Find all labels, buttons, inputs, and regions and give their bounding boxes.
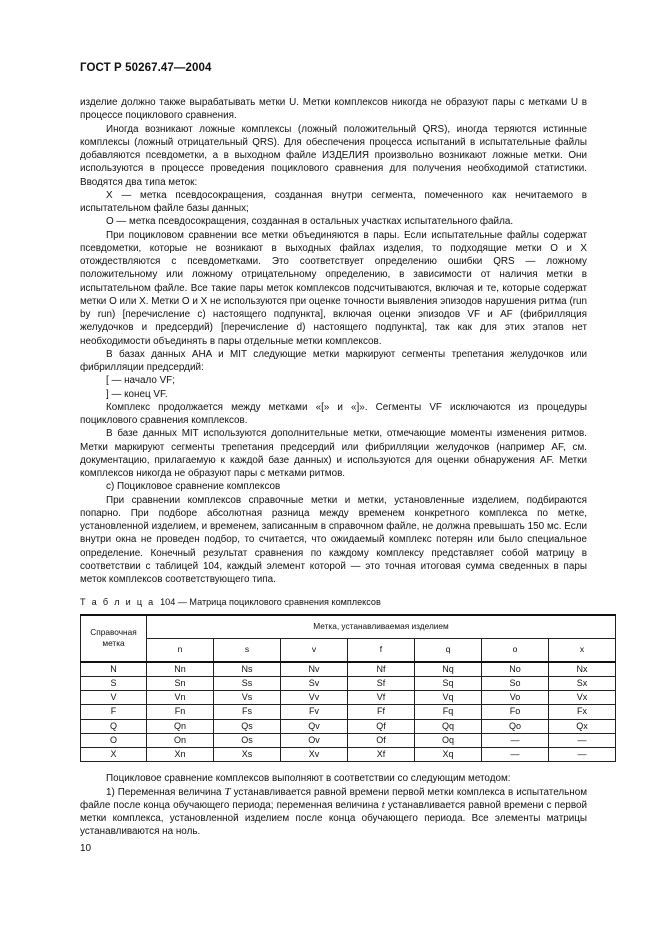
table-cell: Ff xyxy=(348,705,415,719)
table-cell: Fv xyxy=(281,705,348,719)
table-row xyxy=(81,719,616,733)
table-cell: — xyxy=(482,748,549,762)
column-header: n xyxy=(147,638,214,662)
table-cell: Ov xyxy=(281,733,348,747)
table-cell: Oq xyxy=(415,733,482,747)
row-label-cell: Q xyxy=(81,719,147,733)
document-header: ГОСТ Р 50267.47—2004 xyxy=(80,62,212,74)
section-heading: c) Поцикловое сравнение комплексов xyxy=(106,481,281,493)
column-header: f xyxy=(348,638,415,662)
table-cell: Qf xyxy=(348,719,415,733)
comparison-matrix-table xyxy=(80,614,616,763)
row-label-cell: N xyxy=(81,662,147,677)
table-cell: Xv xyxy=(281,748,348,762)
paragraph: При поцикловом сравнении все метки объединяются в пары. Если испытательные файлы содержат псевдометки, которые не возникают в выходных файлах изделия, то подходящие метки O и X отождествляются с псевдометками. Это соответствует определению ошибки QRS — ложному положительному или ложному отрицательному определению, в зависимости от наличия метки в испытательном файле. Все такие пары меток комплексов подсчитываются, включая и те, которые содержат метки O или X. Метки O и X не используются при оценке точности выявления эпизодов нарушения ритма (run by run) [перечисление c) настоящего подпункта], включая оценки эпизодов VF и AF (фибрилляция желудочков и предсердий) [перечисление d) настоящего подпункта], так как для этих этапов нет необходимости объединять в пары отдельные метки комплексов. xyxy=(80,229,587,347)
paragraph: Поцикловое сравнение комплексов выполняют в соответствии со следующим методом: xyxy=(106,773,511,785)
table-cell: Of xyxy=(348,733,415,747)
row-label-cell: O xyxy=(81,733,147,747)
table-row xyxy=(81,733,616,747)
column-header: x xyxy=(549,638,616,662)
paragraph: При сравнении комплексов справочные метки и метки, установленные изделием, подбираются попарно. При подборе абсолютная разница между временем конкретного комплекса по метке, установленной изделием, и временем, записанным в справочном файле, не должна превышать 150 мс. Если внутри окна не проведен подбор, то считается, что ожидаемый комплекс потерян или было специальное определение. Конечный результат сравнения по каждому комплексу представляет собой матрицу в соответствии с таблицей 104, каждый элемент которой — это точная итоговая сумма сведенных в пары меток комплексов соответствующего типа. xyxy=(80,494,587,585)
table-cell: Nn xyxy=(147,662,214,677)
table-cell: Fx xyxy=(549,705,616,719)
table-cell: Qo xyxy=(482,719,549,733)
table-cell: Vn xyxy=(147,691,214,705)
paragraph: ] — конец VF. xyxy=(106,388,168,400)
table-cell: Nx xyxy=(549,662,616,677)
device-label-header: Метка, устанавливаемая изделием xyxy=(147,615,616,639)
table-cell: Vf xyxy=(348,691,415,705)
table-cell: Sn xyxy=(147,676,214,690)
table-cell: Sq xyxy=(415,676,482,690)
table-cell: Nf xyxy=(348,662,415,677)
page-body xyxy=(80,96,587,839)
table-row xyxy=(81,662,616,677)
table-cell: Qn xyxy=(147,719,214,733)
table-cell: Vx xyxy=(549,691,616,705)
row-label-cell: V xyxy=(81,691,147,705)
table-cell: Xn xyxy=(147,748,214,762)
table-cell: Ss xyxy=(214,676,281,690)
paragraph: В базе данных MIT используются дополнительные метки, отмечающие моменты изменения ритмов. Метки маркируют сегменты трепетания предсердий или фибрилляции желудочков (например AF, см. документацию, прилагаемую к каждой базе данных) и используются для оценки обнаружения AF. Метки комплексов никогда не образуют пары с метками ритмов. xyxy=(80,428,587,479)
table-cell: Vv xyxy=(281,691,348,705)
table-cell: Sx xyxy=(549,676,616,690)
reference-label-header: Справочная метка xyxy=(81,615,147,662)
table-cell: Qs xyxy=(214,719,281,733)
table-cell: Xf xyxy=(348,748,415,762)
table-caption xyxy=(80,596,587,609)
table-cell: Vq xyxy=(415,691,482,705)
row-label-cell: F xyxy=(81,705,147,719)
paragraph: В базах данных AHA и MIT следующие метки маркируют сегменты трепетания желудочков или фибрилляции предсердий: xyxy=(80,348,587,373)
table-cell: — xyxy=(549,748,616,762)
table-cell: So xyxy=(482,676,549,690)
paragraph: Комплекс продолжается между метками «[» и «]». Сегменты VF исключаются из процедуры поциклового сравнения комплексов. xyxy=(80,401,587,426)
paragraph: X — метка псевдосокращения, созданная внутри сегмента, помеченного как нечитаемого в испытательном файле базы данных; xyxy=(80,189,587,214)
table-cell: On xyxy=(147,733,214,747)
table-cell: Fq xyxy=(415,705,482,719)
table-cell: Xq xyxy=(415,748,482,762)
paragraph: [ — начало VF; xyxy=(106,375,175,387)
variable-t: t xyxy=(381,798,385,811)
table-caption-text: 104 — Матрица поциклового сравнения комплексов xyxy=(160,597,381,608)
table-cell: Os xyxy=(214,733,281,747)
paragraph: изделие должно также вырабатывать метки U. Метки комплексов никогда не образуют пары с метками U в процессе поциклового сравнения. xyxy=(80,97,587,122)
column-header: q xyxy=(415,638,482,662)
table-cell: Fo xyxy=(482,705,549,719)
table-cell: Fs xyxy=(214,705,281,719)
page-number: 10 xyxy=(80,843,92,854)
column-header: o xyxy=(482,638,549,662)
table-cell: Nq xyxy=(415,662,482,677)
table-cell: — xyxy=(549,733,616,747)
table-cell: Qx xyxy=(549,719,616,733)
table-cell: Vs xyxy=(214,691,281,705)
column-header: s xyxy=(214,638,281,662)
row-label-cell: X xyxy=(81,748,147,762)
table-cell: Ns xyxy=(214,662,281,677)
table-cell: — xyxy=(482,733,549,747)
table-cell: Vo xyxy=(482,691,549,705)
column-header: v xyxy=(281,638,348,662)
table-cell: Xs xyxy=(214,748,281,762)
row-label-cell: S xyxy=(81,676,147,690)
table-row xyxy=(81,705,616,719)
table-cell: Qq xyxy=(415,719,482,733)
table-row xyxy=(81,691,616,705)
table-cell: Nv xyxy=(281,662,348,677)
paragraph: Иногда возникают ложные комплексы (ложный положительный QRS), иногда теряются истинные комплексы (ложный отрицательный QRS). Для обеспечения процесса испытаний в испытательные файлы добавляются псевдометки, а в выходном файле ИЗДЕЛИЯ произвольно возникают ложные метки. Они используются в процессе проведения поциклового сравнения для получения необходимой статистики. Вводятся два типа меток: xyxy=(80,123,587,188)
table-row xyxy=(81,748,616,762)
table-caption-label: Т а б л и ц а xyxy=(80,597,156,608)
table-row xyxy=(81,676,616,690)
table-cell: Fn xyxy=(147,705,214,719)
table-cell: No xyxy=(482,662,549,677)
paragraph: O — метка псевдосокращения, созданная в остальных участках испытательного файла. xyxy=(106,216,514,228)
table-cell: Sv xyxy=(281,676,348,690)
table-cell: Sf xyxy=(348,676,415,690)
variable-T: T xyxy=(224,785,231,798)
table-cell: Qv xyxy=(281,719,348,733)
paragraph: 1) Переменная величина T устанавливается равной времени первой метки комплекса в испытательном файле после конца обучающего периода; переменная величина t устанавливается равной времени с первой метки комплекса, установленной изделием после конца обучающего периода. Все элементы матрицы устанавливаются на ноль. xyxy=(80,785,588,838)
